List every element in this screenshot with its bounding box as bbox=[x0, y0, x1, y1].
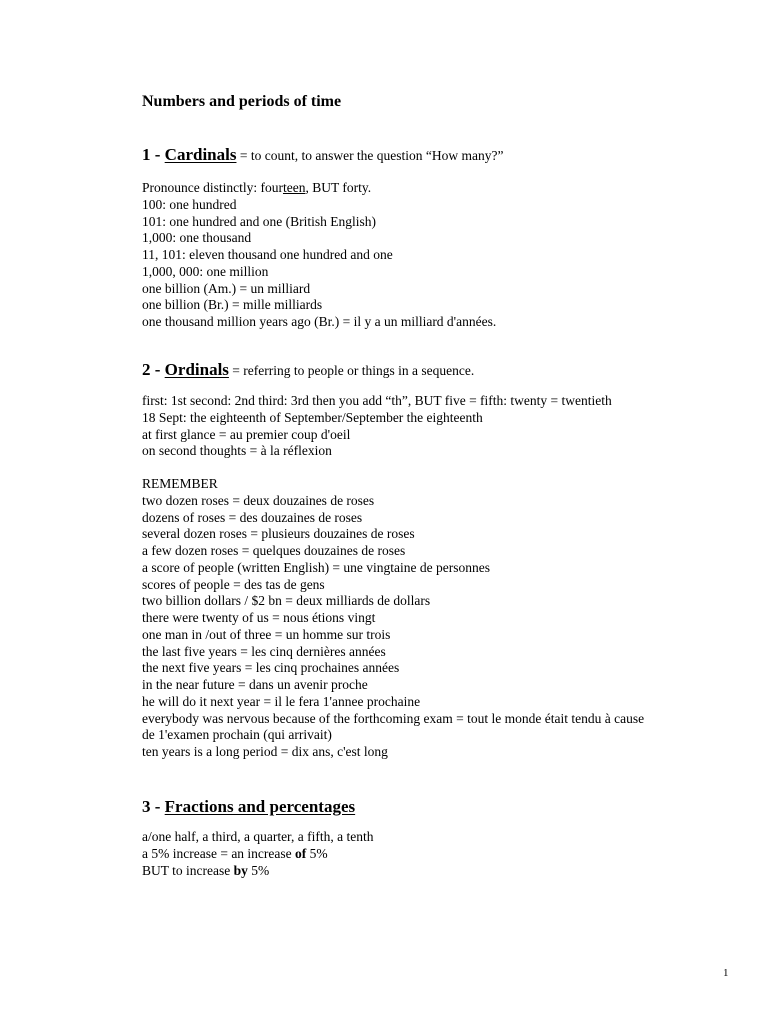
section-heading-ordinals bbox=[142, 359, 474, 382]
remember-line: dozens of roses = des douzaines de roses bbox=[142, 509, 363, 525]
text-line: 18 Sept: the eighteenth of September/September the eighteenth bbox=[142, 409, 483, 425]
page-number: 1 bbox=[723, 967, 729, 979]
pronounce-underlined: teen bbox=[282, 180, 306, 195]
pronounce-line bbox=[142, 180, 496, 197]
section-number: 1 - bbox=[142, 145, 165, 164]
remember-line: scores of people = des tas de gens bbox=[142, 576, 325, 592]
text-line: 1,000: one thousand bbox=[142, 230, 252, 246]
remember-line: there were twenty of us = nous étions vingt bbox=[142, 610, 376, 625]
section-definition: = to count, to answer the question “How many?” bbox=[236, 148, 504, 163]
text-line: 100: one hundred bbox=[142, 196, 237, 212]
remember-line: two dozen roses = deux douzaines de roses bbox=[142, 492, 375, 508]
section-number: 3 - bbox=[142, 797, 165, 816]
remember-line: a few dozen roses = quelques douzaines de roses bbox=[142, 543, 406, 558]
pronounce-prefix: Pronounce distinctly: four bbox=[142, 180, 283, 195]
section-number: 2 - bbox=[142, 360, 165, 379]
page-title: Numbers and periods of time bbox=[142, 93, 342, 110]
bold-preposition: of bbox=[295, 845, 307, 861]
increase-of-line bbox=[142, 846, 373, 863]
text-line: on second thoughts = à la réflexion bbox=[142, 443, 332, 459]
remember-heading: REMEMBER bbox=[142, 476, 218, 491]
text-line: 101: one hundred and one (British English) bbox=[142, 213, 376, 229]
section-heading-fractions bbox=[142, 796, 355, 818]
remember-line: the last five years = les cinq dernières années bbox=[142, 643, 386, 659]
remember-line: the next five years = les cinq prochaines années bbox=[142, 660, 400, 676]
remember-line: he will do it next year = il le fera 1'annee prochaine bbox=[142, 693, 421, 709]
text-line: 11, 101: eleven thousand one hundred and one bbox=[142, 247, 393, 262]
remember-line: de 1'examen prochain (qui arrivait) bbox=[142, 727, 332, 743]
text-line: 1,000, 000: one million bbox=[142, 263, 269, 279]
text-line: at first glance = au premier coup d'oeil bbox=[142, 426, 351, 442]
ordinals-text bbox=[142, 393, 612, 460]
section-term: Cardinals bbox=[164, 145, 237, 164]
section-term: Ordinals bbox=[164, 360, 229, 379]
line-suffix: 5% bbox=[306, 845, 328, 861]
fractions-text bbox=[142, 829, 373, 879]
text-line: one thousand million years ago (Br.) = il y a un milliard d'années. bbox=[142, 314, 497, 329]
text-line: one billion (Br.) = mille milliards bbox=[142, 297, 323, 313]
remember-line: ten years is a long period = dix ans, c'est long bbox=[142, 744, 388, 759]
remember-block bbox=[142, 476, 644, 761]
line-prefix: BUT to increase bbox=[142, 862, 234, 878]
remember-line: one man in /out of three = un homme sur trois bbox=[142, 626, 391, 642]
section-term: Fractions and percentages bbox=[164, 797, 356, 816]
increase-by-line bbox=[142, 863, 373, 880]
remember-line: several dozen roses = plusieurs douzaines de roses bbox=[142, 526, 415, 542]
cardinals-text bbox=[142, 180, 496, 331]
remember-line: everybody was nervous because of the forthcoming exam = tout le monde était tendu à cause bbox=[142, 710, 645, 726]
line-suffix: 5% bbox=[247, 862, 270, 878]
section-heading-cardinals bbox=[142, 144, 504, 167]
text-line: one billion (Am.) = un milliard bbox=[142, 280, 311, 296]
text-line: first: 1st second: 2nd third: 3rd then you add “th”, BUT five = fifth: twenty = twentieth bbox=[142, 393, 612, 408]
bold-preposition: by bbox=[233, 862, 248, 878]
remember-line: two billion dollars / $2 bn = deux milliards de dollars bbox=[142, 593, 431, 609]
line-prefix: a 5% increase = an increase bbox=[142, 845, 296, 861]
remember-line: in the near future = dans un avenir proche bbox=[142, 677, 368, 692]
pronounce-suffix: , BUT forty. bbox=[305, 180, 372, 195]
section-definition: = referring to people or things in a sequence. bbox=[228, 363, 475, 378]
text-line: a/one half, a third, a quarter, a fifth, a tenth bbox=[142, 829, 374, 844]
remember-line: a score of people (written English) = une vingtaine de personnes bbox=[142, 559, 491, 575]
